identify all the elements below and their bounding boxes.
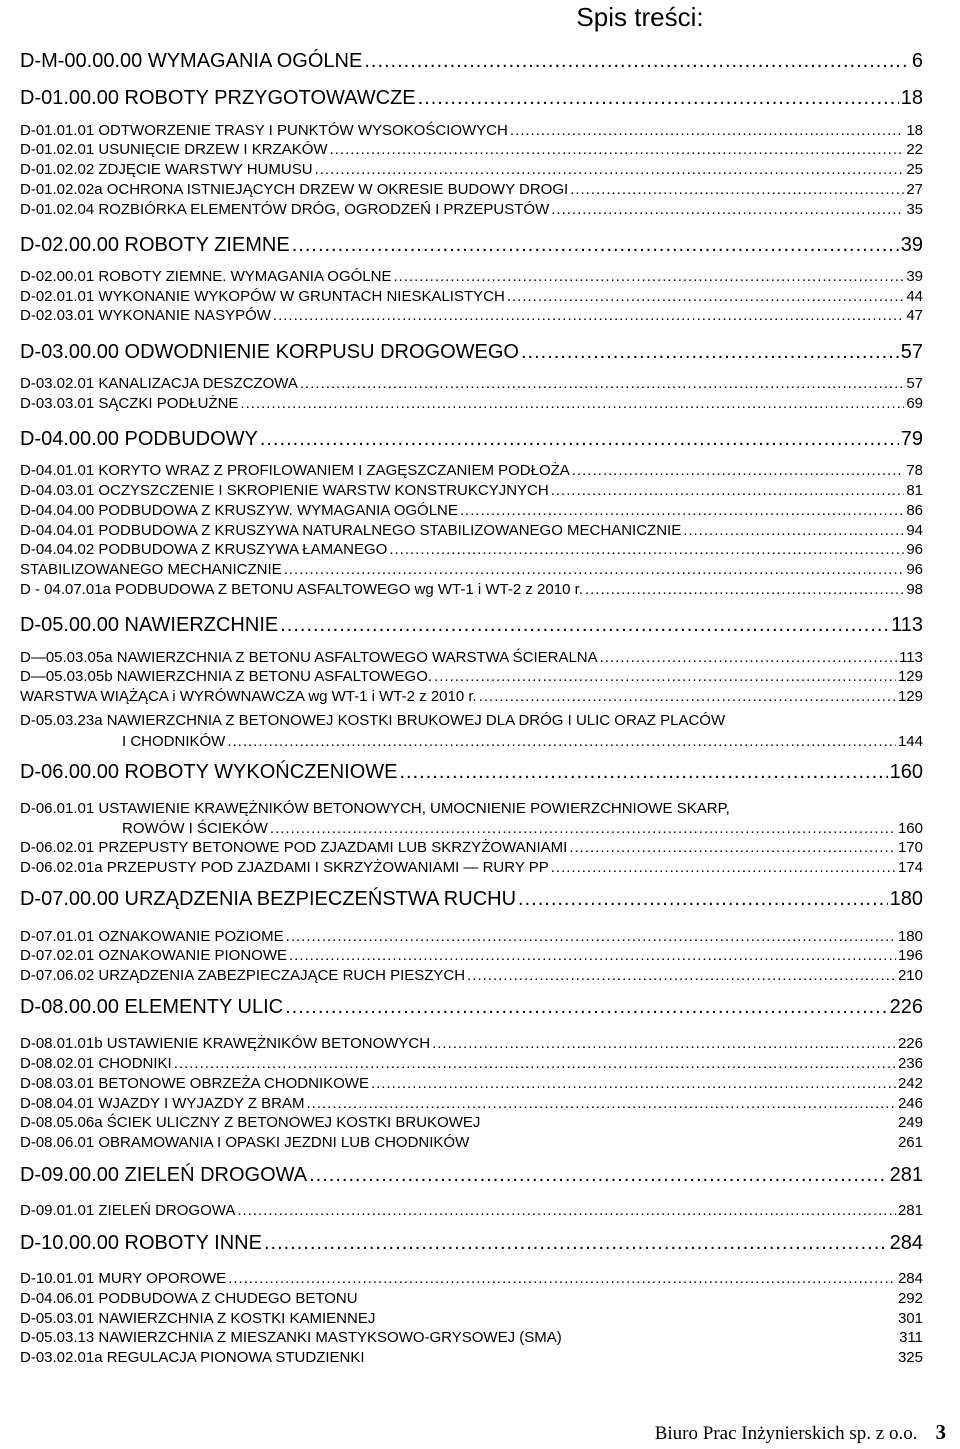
toc-entry[interactable]: [122, 733, 923, 750]
toc-page-number: 160: [889, 761, 923, 783]
toc-entry[interactable]: [20, 1202, 923, 1219]
toc-page-number: 27: [906, 181, 923, 198]
toc-entry-title: D-04.04.01 PODBUDOWA Z KRUSZYWA NATURALNEGO STABILIZOWANEGO MECHANICZNIE: [20, 522, 682, 539]
toc-entry[interactable]: [20, 1329, 923, 1346]
toc-entry-title: D-10.01.01 MURY OPOROWE: [20, 1270, 227, 1287]
toc-entry[interactable]: [20, 1134, 923, 1151]
toc-page-number: 281: [897, 1202, 923, 1219]
toc-entry-title: D-02.00.00 ROBOTY ZIEMNE: [20, 234, 290, 256]
toc-entry-title: D-03.00.00 ODWODNIENIE KORPUSU DROGOWEGO: [20, 341, 519, 363]
dot-leader: [260, 428, 899, 451]
toc-chapter-entry[interactable]: [20, 1164, 923, 1187]
dot-leader: [330, 141, 905, 158]
toc-entry-title: D-04.04.00 PODBUDOWA Z KRUSZYW. WYMAGANIA OGÓLNE: [20, 502, 458, 519]
toc-page-number: 94: [906, 522, 923, 539]
dot-leader: [400, 761, 888, 784]
toc-page-number: 226: [889, 996, 923, 1018]
dot-leader: [467, 967, 896, 984]
toc-page-number: 25: [906, 161, 923, 178]
toc-page-number: 160: [897, 820, 923, 837]
toc-page-number: 22: [906, 141, 923, 158]
toc-entry[interactable]: [20, 839, 923, 856]
dot-leader: [572, 462, 904, 479]
dot-leader: [551, 201, 904, 218]
toc-entry-title: D-02.03.01 WYKONANIE NASYPÓW: [20, 307, 271, 324]
toc-entry[interactable]: [20, 395, 923, 412]
toc-entry[interactable]: [20, 859, 923, 876]
toc-entry[interactable]: [20, 502, 923, 519]
toc-page-number: 6: [911, 50, 923, 72]
toc-entry[interactable]: [20, 947, 923, 964]
toc-entry-title: D-09.01.01 ZIELEŃ DROGOWA: [20, 1202, 236, 1219]
toc-entry-title: D-02.01.01 WYKONANIE WYKOPÓW W GRUNTACH NIESKALISTYCH: [20, 288, 505, 305]
dot-leader: [292, 234, 899, 257]
dot-leader: [507, 288, 905, 305]
toc-chapter-entry[interactable]: [20, 761, 923, 784]
toc-entry-title: D-08.00.00 ELEMENTY ULIC: [20, 996, 284, 1018]
toc-entry-title: I CHODNIKÓW: [122, 733, 226, 750]
toc-entry[interactable]: [20, 967, 923, 984]
toc-page-number: 96: [906, 541, 923, 558]
toc-chapter-entry[interactable]: [20, 428, 923, 451]
dot-leader: [284, 561, 905, 578]
toc-entry[interactable]: [20, 688, 923, 705]
toc-page-number: 236: [897, 1055, 923, 1072]
toc-page-number: 18: [906, 122, 923, 139]
toc-entry-title: D—05.03.05b NAWIERZCHNIA Z BETONU ASFALTOWEGO.: [20, 668, 433, 685]
toc-chapter-entry[interactable]: [20, 996, 923, 1019]
dot-leader: [418, 87, 899, 110]
toc-page-number: 284: [897, 1270, 923, 1287]
footer-company: Biuro Prac Inżynierskich sp. z o.o.: [654, 1423, 918, 1444]
toc-entry-title: D-07.00.00 URZĄDZENIA BEZPIECZEŃSTWA RUCHU: [20, 888, 517, 910]
toc-page-number: 174: [897, 859, 923, 876]
dot-leader: [309, 1164, 888, 1187]
dot-leader: [569, 839, 896, 856]
page-title: Spis treści:: [576, 2, 704, 32]
toc-page-number: 311: [899, 1329, 923, 1346]
toc-entry-title: D-05.00.00 NAWIERZCHNIE: [20, 614, 279, 636]
toc-entry-title: D-01.02.04 ROZBIÓRKA ELEMENTÓW DRÓG, OGRODZEŃ I PRZEPUSTÓW: [20, 201, 550, 218]
toc-entry[interactable]: [20, 581, 923, 598]
toc-entry-title: D-06.02.01 PRZEPUSTY BETONOWE POD ZJAZDAMI LUB SKRZYŻOWANIAMI: [20, 839, 568, 856]
toc-chapter-entry[interactable]: [20, 614, 923, 637]
toc-entry-title: D-07.06.02 URZĄDZENIA ZABEZPIECZAJĄCE RUCH PIESZYCH: [20, 967, 466, 984]
toc-page-number: 98: [906, 581, 923, 598]
toc-entry-title: ROWÓW I ŚCIEKÓW: [122, 820, 268, 837]
toc-entry[interactable]: [20, 649, 923, 666]
toc-entry-title-line[interactable]: D-05.03.23a NAWIERZCHNIA Z BETONOWEJ KOSTKI BRUKOWEJ DLA DRÓG I ULIC ORAZ PLACÓW: [20, 712, 726, 729]
toc-entry-title: D-04.03.01 OCZYSZCZENIE I SKROPIENIE WARSTW KONSTRUKCYJNYCH: [20, 482, 549, 499]
dot-leader: [237, 1202, 896, 1219]
footer: [655, 1420, 946, 1445]
dot-leader: [228, 1270, 896, 1287]
toc-entry-title: D - 04.07.01a PODBUDOWA Z BETONU ASFALTOWEGO wg WT-1 i WT-2 z 2010 r.: [20, 581, 583, 598]
toc-entry[interactable]: [20, 928, 923, 945]
toc-page-number: 170: [897, 839, 923, 856]
toc-page-number: 180: [897, 928, 923, 945]
dot-leader: [683, 522, 904, 539]
toc-entry-title: STABILIZOWANEGO MECHANICZNIE: [20, 561, 282, 578]
toc-entry-title: D-04.04.02 PODBUDOWA Z KRUSZYWA ŁAMANEGO: [20, 541, 388, 558]
toc-entry-title: D-01.02.02a OCHRONA ISTNIEJĄCYCH DRZEW W OKRESIE BUDOWY DROGI: [20, 181, 569, 198]
toc-entry[interactable]: [20, 561, 923, 578]
toc-page-number: 196: [897, 947, 923, 964]
toc-entry-title: D-03.03.01 SĄCZKI PODŁUŻNE: [20, 395, 239, 412]
toc-entry[interactable]: [20, 161, 923, 178]
toc-entry[interactable]: [20, 288, 923, 305]
dot-leader: [289, 947, 896, 964]
toc-entry-title: D—05.03.05a NAWIERZCHNIA Z BETONU ASFALTOWEGO WARSTWA ŚCIERALNA: [20, 649, 598, 666]
toc-entry[interactable]: [20, 1310, 923, 1327]
toc-entry[interactable]: [20, 1114, 923, 1131]
toc-chapter-entry[interactable]: [20, 341, 923, 364]
footer-page-number: 3: [935, 1420, 946, 1444]
dot-leader: [551, 859, 896, 876]
toc-entry-title: D-07.02.01 OZNAKOWANIE PIONOWE: [20, 947, 288, 964]
dot-leader: [521, 341, 899, 364]
toc-entry[interactable]: [20, 1035, 923, 1052]
toc-page-number: 180: [889, 888, 923, 910]
toc-entry-title: D-05.03.01 NAWIERZCHNIA Z KOSTKI KAMIENNEJ: [20, 1310, 376, 1327]
toc-entry[interactable]: [20, 122, 923, 139]
toc-page-number: 79: [900, 428, 923, 450]
toc-entry[interactable]: [20, 181, 923, 198]
toc-page-number: 35: [906, 201, 923, 218]
toc-entry-title: D-03.02.01 KANALIZACJA DESZCZOWA: [20, 375, 298, 392]
toc-page-number: 325: [897, 1349, 923, 1366]
toc-entry[interactable]: [20, 1075, 923, 1092]
toc-entry[interactable]: [20, 201, 923, 218]
toc-page-number: 113: [891, 614, 923, 636]
dot-leader: [364, 50, 910, 73]
toc-page-number: 39: [906, 268, 923, 285]
toc-entry-title: D-03.02.01a REGULACJA PIONOWA STUDZIENKI: [20, 1349, 365, 1366]
dot-leader: [570, 181, 904, 198]
toc-chapter-entry[interactable]: [20, 234, 923, 257]
toc-entry[interactable]: [20, 668, 923, 685]
dot-leader: [307, 1095, 896, 1112]
toc-entry[interactable]: [20, 141, 923, 158]
toc-page-number: 57: [906, 375, 923, 392]
toc-page-number: 44: [906, 288, 923, 305]
dot-leader: [479, 688, 896, 705]
dot-leader: [371, 1075, 896, 1092]
dot-leader: [227, 733, 896, 750]
toc-entry[interactable]: [20, 462, 923, 479]
dot-leader: [264, 1232, 888, 1255]
toc-page-number: 261: [897, 1134, 923, 1151]
toc-page-number: 246: [897, 1095, 923, 1112]
toc-entry-title: D-08.03.01 BETONOWE OBRZEŻA CHODNIKOWE: [20, 1075, 369, 1092]
toc-entry[interactable]: [20, 1270, 923, 1287]
dot-leader: [434, 668, 896, 685]
toc-page-number: 144: [897, 733, 923, 750]
toc-entry[interactable]: [20, 522, 923, 539]
toc-entry-title: D-08.01.01b USTAWIENIE KRAWĘŻNIKÓW BETONOWYCH: [20, 1035, 431, 1052]
toc-page-number: 292: [897, 1290, 923, 1307]
dot-leader: [240, 395, 904, 412]
toc-entry[interactable]: [20, 307, 923, 324]
dot-leader: [551, 482, 905, 499]
toc-page-number: 242: [897, 1075, 923, 1092]
toc-entry[interactable]: [122, 820, 923, 837]
toc-entry-title: D-04.06.01 PODBUDOWA Z CHUDEGO BETONU: [20, 1290, 358, 1307]
toc-page-number: 284: [889, 1232, 923, 1254]
toc-entry[interactable]: [20, 1095, 923, 1112]
toc-entry-title: D-06.02.01a PRZEPUSTY POD ZJAZDAMI I SKRZYŻOWANIAMI — RURY PP: [20, 859, 549, 876]
dot-leader: [460, 502, 904, 519]
toc-entry-title: D-08.04.01 WJAZDY I WYJAZDY Z BRAM: [20, 1095, 305, 1112]
toc-page-number: 301: [897, 1310, 923, 1327]
dot-leader: [393, 268, 904, 285]
toc-chapter-entry[interactable]: [20, 50, 923, 73]
toc-entry[interactable]: [20, 541, 923, 558]
toc-entry-title: D-09.00.00 ZIELEŃ DROGOWA: [20, 1164, 308, 1186]
toc-entry-title: D-02.00.01 ROBOTY ZIEMNE. WYMAGANIA OGÓLNE: [20, 268, 392, 285]
dot-leader: [285, 996, 888, 1019]
toc-entry-title: D-10.00.00 ROBOTY INNE: [20, 1232, 262, 1254]
toc-entry[interactable]: [20, 1055, 923, 1072]
toc-page-number: 129: [897, 668, 923, 685]
toc-entry-title: D-01.01.01 ODTWORZENIE TRASY I PUNKTÓW WYSOKOŚCIOWYCH: [20, 122, 508, 139]
toc-page-number: 210: [897, 967, 923, 984]
toc-entry-title: D-08.05.06a ŚCIEK ULICZNY Z BETONOWEJ KOSTKI BRUKOWEJ: [20, 1114, 481, 1131]
dot-leader: [273, 307, 904, 324]
toc-chapter-entry[interactable]: [20, 87, 923, 110]
toc-page-number: 81: [906, 482, 923, 499]
toc-page-number: 78: [906, 462, 923, 479]
toc-page-number: 281: [889, 1164, 923, 1186]
dot-leader: [510, 122, 904, 139]
toc-entry-title: D-07.01.01 OZNAKOWANIE POZIOME: [20, 928, 284, 945]
dot-leader: [600, 649, 897, 666]
dot-leader: [174, 1055, 896, 1072]
toc-entry-title: D-01.02.01 USUNIĘCIE DRZEW I KRZAKÓW: [20, 141, 328, 158]
toc-page-number: 96: [906, 561, 923, 578]
toc-entry[interactable]: [20, 1290, 923, 1307]
toc-entry-title: D-04.00.00 PODBUDOWY: [20, 428, 258, 450]
toc-page-number: 69: [906, 395, 923, 412]
toc-entry-title: D-06.00.00 ROBOTY WYKOŃCZENIOWE: [20, 761, 398, 783]
toc-entry-title: WARSTWA WIĄŻĄCA i WYRÓWNAWCZA wg WT-1 i WT-2 z 2010 r.: [20, 688, 477, 705]
toc-entry[interactable]: [20, 482, 923, 499]
toc-entry-title: D-08.02.01 CHODNIKI: [20, 1055, 172, 1072]
toc-entry[interactable]: [20, 375, 923, 392]
toc-page-number: 113: [899, 649, 923, 666]
toc-entry-title: D-04.01.01 KORYTO WRAZ Z PROFILOWANIEM I ZAGĘSZCZANIEM PODŁOŻA: [20, 462, 570, 479]
toc-entry-title: D-M-00.00.00 WYMAGANIA OGÓLNE: [20, 50, 363, 72]
toc-chapter-entry[interactable]: [20, 888, 923, 911]
dot-leader: [518, 888, 888, 911]
toc-page-number: 249: [897, 1114, 923, 1131]
dot-leader: [280, 614, 889, 637]
dot-leader: [432, 1035, 896, 1052]
dot-leader: [389, 541, 904, 558]
dot-leader: [585, 581, 904, 598]
toc-entry-title: D-08.06.01 OBRAMOWANIA I OPASKI JEZDNI LUB CHODNIKÓW: [20, 1134, 470, 1151]
dot-leader: [286, 928, 896, 945]
toc-entry-title: D-01.00.00 ROBOTY PRZYGOTOWAWCZE: [20, 87, 416, 109]
toc-page-number: 226: [897, 1035, 923, 1052]
dot-leader: [270, 820, 896, 837]
toc-entry-title-line[interactable]: D-06.01.01 USTAWIENIE KRAWĘŻNIKÓW BETONOWYCH, UMOCNIENIE POWIERZCHNIOWE SKARP,: [20, 800, 730, 817]
toc-chapter-entry[interactable]: [20, 1232, 923, 1255]
toc-entry-title: D-05.03.13 NAWIERZCHNIA Z MIESZANKI MASTYKSOWO-GRYSOWEJ (SMA): [20, 1329, 562, 1346]
dot-leader: [300, 375, 904, 392]
toc-entry[interactable]: [20, 1349, 923, 1366]
toc-page-number: 47: [906, 307, 923, 324]
toc-page-number: 129: [897, 688, 923, 705]
toc-page-number: 39: [900, 234, 923, 256]
toc-page-number: 18: [900, 87, 923, 109]
toc-entry-title: D-01.02.02 ZDJĘCIE WARSTWY HUMUSU: [20, 161, 313, 178]
toc-entry[interactable]: [20, 268, 923, 285]
dot-leader: [315, 161, 905, 178]
toc-page-number: 86: [906, 502, 923, 519]
toc-page-number: 57: [900, 341, 923, 363]
